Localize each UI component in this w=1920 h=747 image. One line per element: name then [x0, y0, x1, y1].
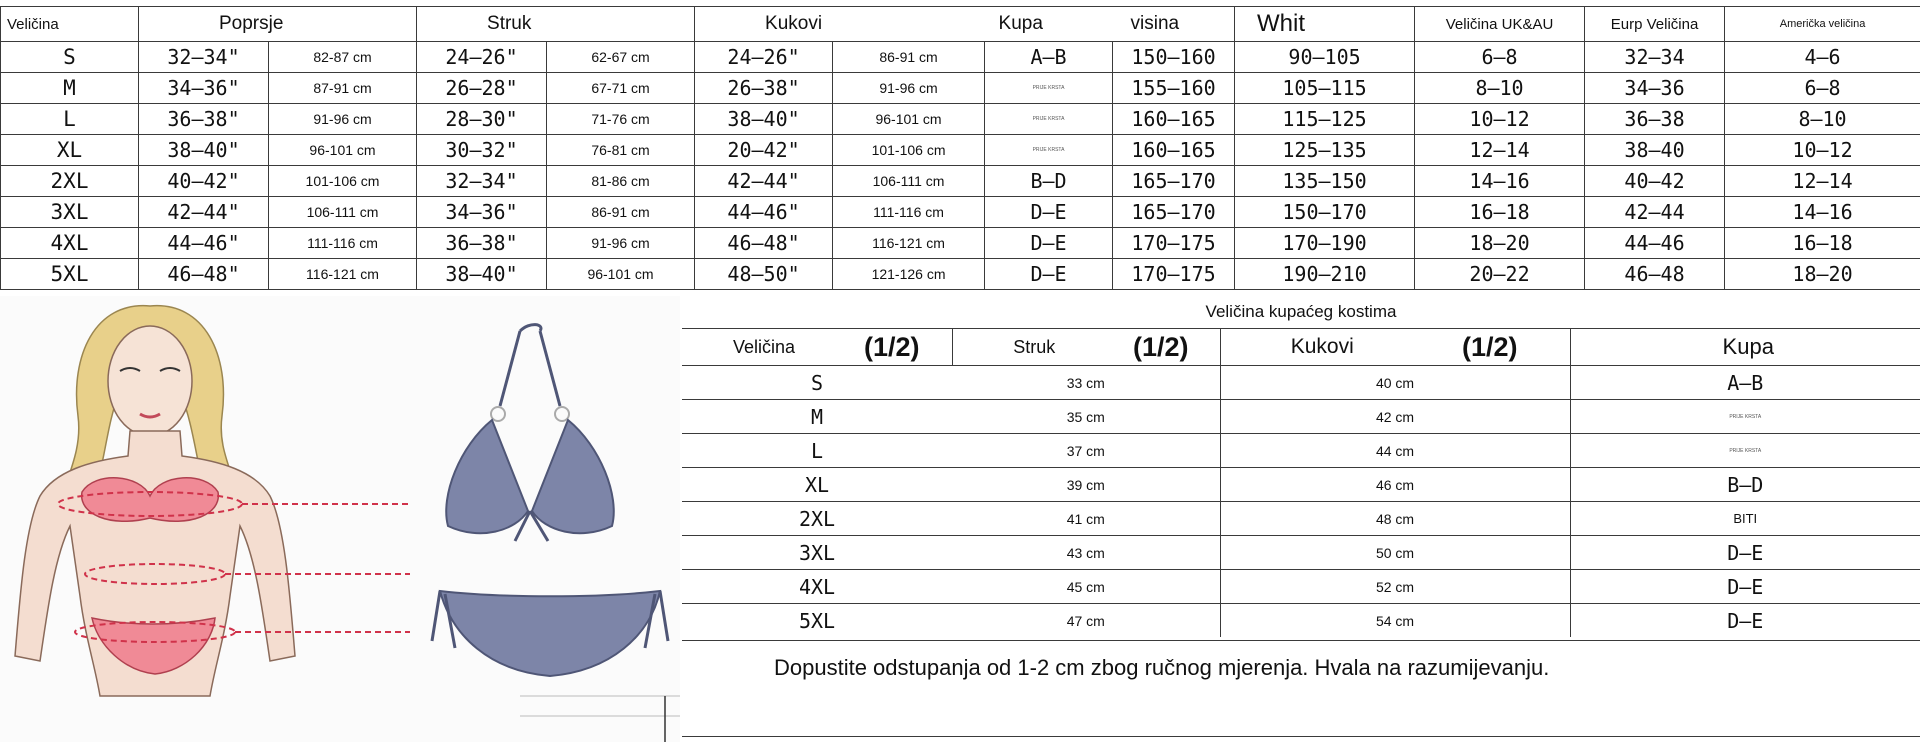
weight-cell: 115–125: [1235, 104, 1415, 135]
hip-cell: 46 cm: [1220, 468, 1570, 502]
height-cell: 165–170: [1113, 166, 1235, 197]
us-size-cell: 4–6: [1725, 42, 1920, 73]
waist-cm-cell: 96-101 cm: [547, 259, 695, 290]
us-size-cell: 16–18: [1725, 228, 1920, 259]
height-cell: 170–175: [1113, 259, 1235, 290]
header-poprsje: Poprsje: [139, 7, 417, 42]
divider: [682, 736, 1920, 737]
hip-inch-cell: 20–42": [695, 135, 833, 166]
uk-size-cell: 10–12: [1415, 104, 1585, 135]
bust-inch-cell: 46–48": [139, 259, 269, 290]
cup-cell: B–D: [1570, 468, 1920, 502]
uk-size-cell: 8–10: [1415, 73, 1585, 104]
waist-cell: 39 cm: [952, 468, 1220, 502]
table-row: [682, 536, 1920, 570]
hip-cm-cell: 86-91 cm: [833, 42, 985, 73]
weight-cell: 105–115: [1235, 73, 1415, 104]
cup-cell: D–E: [1570, 604, 1920, 638]
header-half: (1/2): [832, 329, 952, 366]
cup-cell: D–E: [985, 228, 1113, 259]
cup-cell: D–E: [985, 259, 1113, 290]
hip-inch-cell: 24–26": [695, 42, 833, 73]
bust-inch-cell: 40–42": [139, 166, 269, 197]
bust-cm-cell: 91-96 cm: [269, 104, 417, 135]
table-row: [1, 259, 1920, 290]
bust-inch-cell: 36–38": [139, 104, 269, 135]
bust-cm-cell: 101-106 cm: [269, 166, 417, 197]
woman-figure-icon: [15, 306, 410, 696]
waist-inch-cell: 28–30": [417, 104, 547, 135]
weight-cell: 170–190: [1235, 228, 1415, 259]
bust-cm-cell: 111-116 cm: [269, 228, 417, 259]
waist-inch-cell: 32–34": [417, 166, 547, 197]
size-cell: M: [682, 400, 952, 434]
weight-cell: 150–170: [1235, 197, 1415, 228]
waist-inch-cell: 30–32": [417, 135, 547, 166]
bust-inch-cell: 44–46": [139, 228, 269, 259]
waist-cell: 37 cm: [952, 434, 1220, 468]
cup-cell: B–D: [985, 166, 1113, 197]
hip-cell: 54 cm: [1220, 604, 1570, 638]
table-row: [1, 197, 1920, 228]
us-size-cell: 6–8: [1725, 73, 1920, 104]
hip-cell: 40 cm: [1220, 366, 1570, 400]
weight-cell: 135–150: [1235, 166, 1415, 197]
table-row: [1, 135, 1920, 166]
hip-cm-cell: 106-111 cm: [833, 166, 985, 197]
size-cell: 3XL: [1, 197, 139, 228]
size-cell: XL: [1, 135, 139, 166]
table-row: [682, 604, 1920, 638]
bust-cm-cell: 87-91 cm: [269, 73, 417, 104]
hip-cm-cell: 111-116 cm: [833, 197, 985, 228]
waist-cm-cell: 81-86 cm: [547, 166, 695, 197]
bust-cm-cell: 116-121 cm: [269, 259, 417, 290]
hip-cell: 42 cm: [1220, 400, 1570, 434]
table-row: [1, 73, 1920, 104]
header-uk-au: Veličina UK&AU: [1415, 7, 1585, 42]
cup-cell: A–B: [985, 42, 1113, 73]
header-velicina: Veličina: [1, 7, 139, 42]
cup-cell: A–B: [1570, 366, 1920, 400]
eu-size-cell: 44–46: [1585, 228, 1725, 259]
uk-size-cell: 20–22: [1415, 259, 1585, 290]
size-cell: 3XL: [682, 536, 952, 570]
table-row: [682, 400, 1920, 434]
eu-size-cell: 42–44: [1585, 197, 1725, 228]
eu-size-cell: 38–40: [1585, 135, 1725, 166]
measurement-note: [682, 640, 1920, 691]
cup-cell: PRIJE KRSTA: [985, 104, 1113, 135]
cup-cell: PRIJE KRSTA: [985, 73, 1113, 104]
hip-cm-cell: 121-126 cm: [833, 259, 985, 290]
cup-cell: PRIJE KRSTA: [985, 135, 1113, 166]
bikini-bottom-icon: [432, 591, 668, 676]
header-eu: Eurp Veličina: [1585, 7, 1725, 42]
height-cell: 170–175: [1113, 228, 1235, 259]
waist-cm-cell: 62-67 cm: [547, 42, 695, 73]
height-cell: 160–165: [1113, 135, 1235, 166]
size-cell: L: [1, 104, 139, 135]
waist-cell: 43 cm: [952, 536, 1220, 570]
eu-size-cell: 36–38: [1585, 104, 1725, 135]
size-cell: S: [682, 366, 952, 400]
waist-cell: 33 cm: [952, 366, 1220, 400]
waist-inch-cell: 34–36": [417, 197, 547, 228]
size-cell: S: [1, 42, 139, 73]
bust-cm-cell: 96-101 cm: [269, 135, 417, 166]
cup-cell: PRIJE KRSTA: [1570, 434, 1920, 468]
hip-inch-cell: 48–50": [695, 259, 833, 290]
table-header-row: [1, 7, 1920, 42]
uk-size-cell: 14–16: [1415, 166, 1585, 197]
table-row: [1, 166, 1920, 197]
hip-cm-cell: 96-101 cm: [833, 104, 985, 135]
header-half: (1/2): [1102, 329, 1220, 366]
size-cell: M: [1, 73, 139, 104]
weight-cell: 190–210: [1235, 259, 1415, 290]
size-cell: 2XL: [682, 502, 952, 536]
header-kukovi: Kukovi: [1220, 329, 1410, 366]
bikini-top-icon: [446, 325, 614, 541]
uk-size-cell: 6–8: [1415, 42, 1585, 73]
size-cell: 5XL: [1, 259, 139, 290]
waist-inch-cell: 24–26": [417, 42, 547, 73]
bust-inch-cell: 32–34": [139, 42, 269, 73]
header-whit: Whit: [1235, 7, 1415, 42]
swimsuit-header-row: [682, 329, 1920, 366]
size-cell: XL: [682, 468, 952, 502]
us-size-cell: 18–20: [1725, 259, 1920, 290]
cup-cell: D–E: [1570, 536, 1920, 570]
hip-inch-cell: 46–48": [695, 228, 833, 259]
hip-cell: 50 cm: [1220, 536, 1570, 570]
height-cell: 165–170: [1113, 197, 1235, 228]
table-row: [682, 502, 1920, 536]
waist-cell: 41 cm: [952, 502, 1220, 536]
note-text: Dopustite odstupanja od 1-2 cm zbog ručnog mjerenja. Hvala na razumijevanju.: [774, 655, 1549, 681]
bust-cm-cell: 82-87 cm: [269, 42, 417, 73]
table-row: [682, 570, 1920, 604]
table-row: [682, 434, 1920, 468]
header-struk: Struk: [417, 7, 695, 42]
table-row: [682, 366, 1920, 400]
swimsuit-size-title: Veličina kupaćeg kostima: [682, 297, 1920, 327]
hip-cell: 52 cm: [1220, 570, 1570, 604]
height-cell: 155–160: [1113, 73, 1235, 104]
waist-cm-cell: 86-91 cm: [547, 197, 695, 228]
hip-cm-cell: 101-106 cm: [833, 135, 985, 166]
bust-cm-cell: 106-111 cm: [269, 197, 417, 228]
us-size-cell: 14–16: [1725, 197, 1920, 228]
weight-cell: 125–135: [1235, 135, 1415, 166]
bust-inch-cell: 42–44": [139, 197, 269, 228]
cup-cell: D–E: [985, 197, 1113, 228]
size-cell: L: [682, 434, 952, 468]
waist-inch-cell: 36–38": [417, 228, 547, 259]
size-cell: 2XL: [1, 166, 139, 197]
swimsuit-size-table: [682, 328, 1920, 637]
table-row: [682, 468, 1920, 502]
eu-size-cell: 40–42: [1585, 166, 1725, 197]
header-us: Američka veličina: [1725, 7, 1920, 42]
header-kukovi: Kukovi: [695, 7, 985, 42]
figure-and-bikini-drawing: [0, 296, 680, 742]
eu-size-cell: 46–48: [1585, 259, 1725, 290]
hip-inch-cell: 26–38": [695, 73, 833, 104]
size-cell: 4XL: [1, 228, 139, 259]
measurement-illustration: [0, 296, 680, 742]
cup-cell: D–E: [1570, 570, 1920, 604]
waist-cm-cell: 91-96 cm: [547, 228, 695, 259]
waist-cm-cell: 71-76 cm: [547, 104, 695, 135]
hip-cm-cell: 116-121 cm: [833, 228, 985, 259]
height-cell: 150–160: [1113, 42, 1235, 73]
uk-size-cell: 18–20: [1415, 228, 1585, 259]
us-size-cell: 12–14: [1725, 166, 1920, 197]
waist-inch-cell: 26–28": [417, 73, 547, 104]
table-row: [1, 104, 1920, 135]
hip-cm-cell: 91-96 cm: [833, 73, 985, 104]
table-row: [1, 228, 1920, 259]
hip-cell: 44 cm: [1220, 434, 1570, 468]
waist-cell: 47 cm: [952, 604, 1220, 638]
header-visina: visina: [1113, 7, 1235, 42]
bust-inch-cell: 34–36": [139, 73, 269, 104]
waist-cm-cell: 67-71 cm: [547, 73, 695, 104]
size-cell: 4XL: [682, 570, 952, 604]
header-kupa: Kupa: [1570, 329, 1920, 366]
hip-inch-cell: 42–44": [695, 166, 833, 197]
header-struk: Struk: [952, 329, 1102, 366]
header-velicina: Veličina: [682, 329, 832, 366]
us-size-cell: 8–10: [1725, 104, 1920, 135]
us-size-cell: 10–12: [1725, 135, 1920, 166]
eu-size-cell: 34–36: [1585, 73, 1725, 104]
waist-cell: 45 cm: [952, 570, 1220, 604]
hip-inch-cell: 44–46": [695, 197, 833, 228]
cup-cell: BITI: [1570, 502, 1920, 536]
table-row: [1, 42, 1920, 73]
header-kupa: Kupa: [985, 7, 1113, 42]
cup-cell: PRIJE KRSTA: [1570, 400, 1920, 434]
uk-size-cell: 12–14: [1415, 135, 1585, 166]
size-cell: 5XL: [682, 604, 952, 638]
size-chart-table: [0, 6, 1920, 290]
header-half: (1/2): [1410, 329, 1570, 366]
waist-cm-cell: 76-81 cm: [547, 135, 695, 166]
height-cell: 160–165: [1113, 104, 1235, 135]
bust-inch-cell: 38–40": [139, 135, 269, 166]
eu-size-cell: 32–34: [1585, 42, 1725, 73]
uk-size-cell: 16–18: [1415, 197, 1585, 228]
weight-cell: 90–105: [1235, 42, 1415, 73]
hip-cell: 48 cm: [1220, 502, 1570, 536]
waist-inch-cell: 38–40": [417, 259, 547, 290]
hip-inch-cell: 38–40": [695, 104, 833, 135]
waist-cell: 35 cm: [952, 400, 1220, 434]
